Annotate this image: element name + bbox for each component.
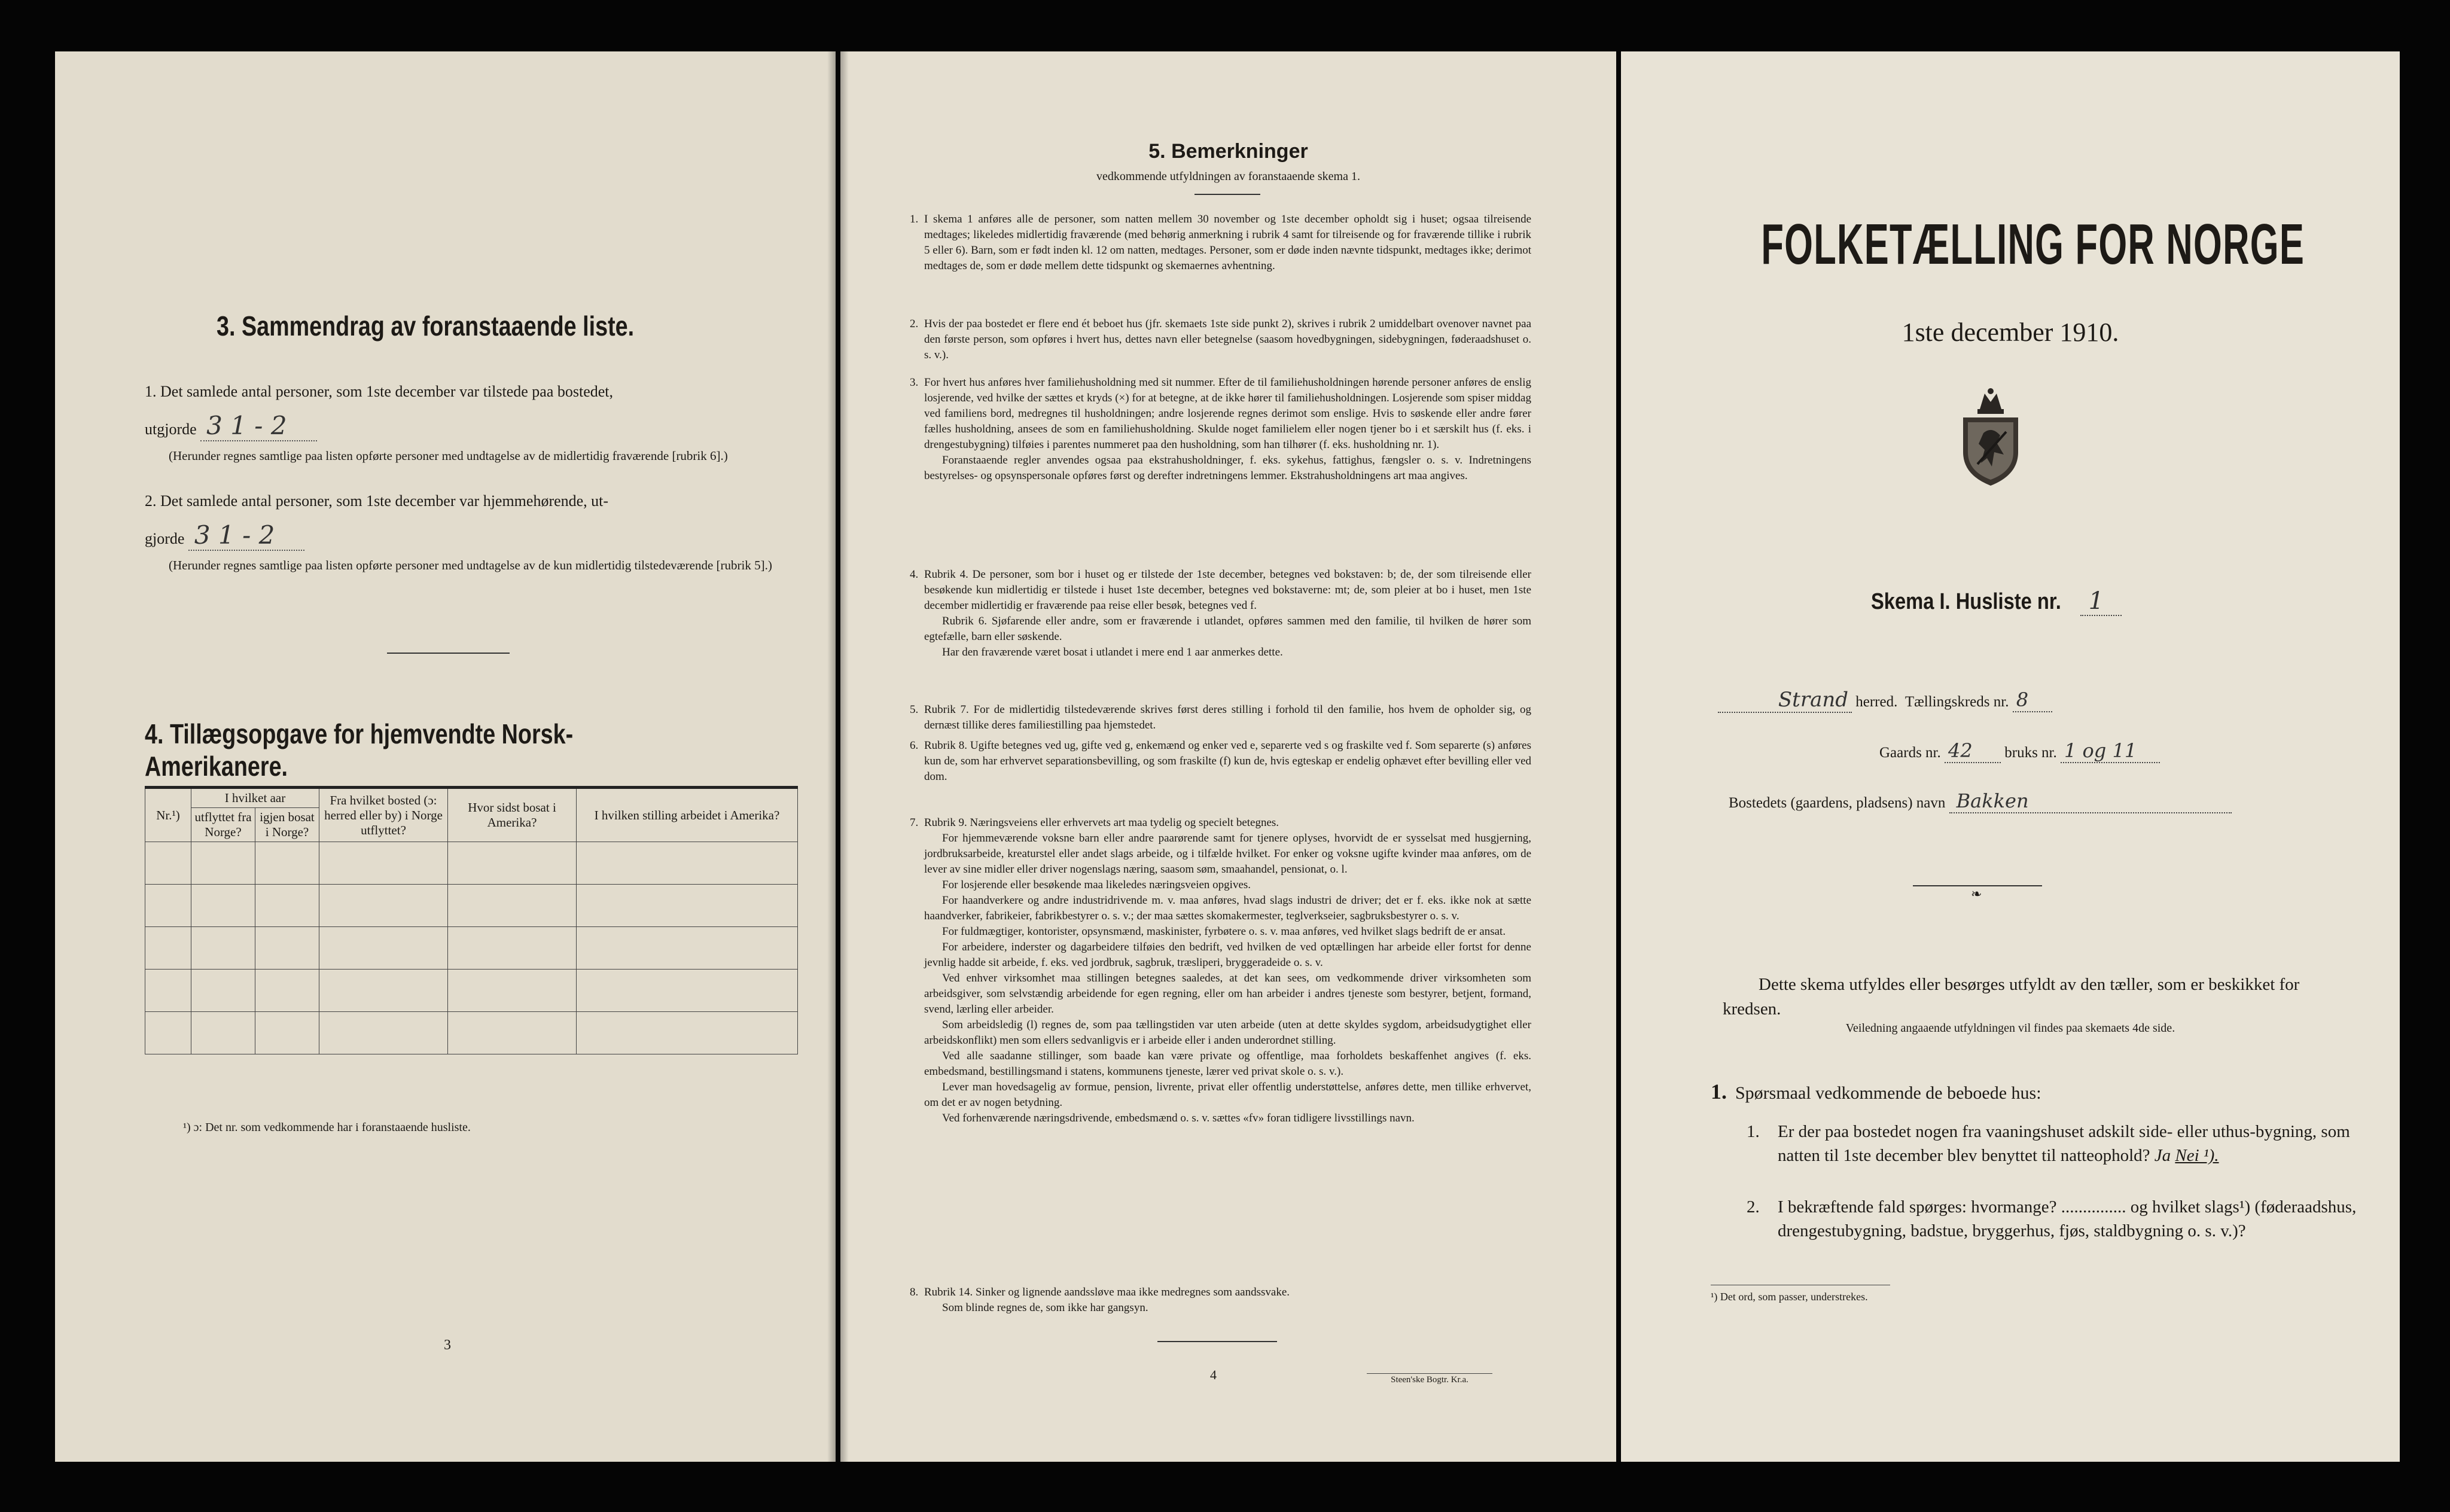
page-right (1621, 51, 2400, 1462)
col-emigrated: utflyttet fra Norge? (191, 808, 255, 842)
page-left (55, 51, 836, 1462)
herred-value[interactable]: Strand (1718, 688, 1852, 713)
section4-title: 4. Tillægsopgave for hjemvendte Norsk-Amerikanere. (145, 718, 574, 782)
divider (387, 653, 510, 654)
table-row[interactable] (145, 970, 798, 1012)
question-2-text: I bekræftende fald spørges: hvormange? ............... og hvilket slags¹) (føderaadshus, drengestubygning, badstue, bryggerhus, fjøs, staldbygning o. s. v.)? (1778, 1197, 2357, 1241)
col-where: Hvor sidst bosat i Amerika? (448, 788, 577, 842)
resident-count-value[interactable]: 3 1 - 2 (188, 520, 304, 551)
bosted-value[interactable]: Bakken (1949, 789, 2232, 813)
summary-item-2-text: 2. Det samlede antal personer, som 1ste december var hjemmehørende, ut- (145, 492, 609, 510)
form-title: FOLKETÆLLING FOR NORGE (1761, 212, 2305, 276)
summary-item-2-label: gjorde (145, 530, 185, 548)
divider (1157, 1341, 1277, 1342)
table-row[interactable] (145, 927, 798, 970)
col-nr: Nr.¹) (145, 788, 191, 842)
bruks-value[interactable]: 1 og 11 (2061, 739, 2160, 763)
summary-item-2-note: (Herunder regnes samtlige paa listen opførte personer med undtagelse av de kun midlertidig tilstedeværende [rubrik 5].) (169, 557, 772, 572)
remarks-title: 5. Bemerkninger (1148, 140, 1308, 163)
gaards-label: Gaards nr. (1879, 745, 1941, 761)
herred-line (1718, 688, 2052, 713)
remark-3: 3. For hvert hus anføres hver familiehusholdning med sit nummer. Efter de til familiehusholdningen hørende personer anføres de enslig losjerende, ved hvilke der sættes et kryds (×) for at betegne, at de ikke hører til familiehusholdningen. Losjerende som spiser middag ved familiens bord, medregnes til husholdningen; andre losjerende regnes derimot som enslige. Hvis to søskende eller andre fører fælles husholdning, ansees de som en familiehusholdning. Skulde noget familielem eller nogen tjener bo i et særskilt hus (f. eks. i drengestubygning) tilføies i parentes nummeret paa den husholdning, som han tilhører (f. eks. husholdning nr. 1). Foranstaaende regler anvendes ogsaa paa ekstrahusholdninger, f. eks. sykehus, fattighus, fængsler o. s. v. Indretningens bestyrelses- og opsynspersonale opføres først og derefter indretningens lemmer. Ekstrahusholdningens art maa angives. (910, 376, 1531, 483)
remark-8: 8. Rubrik 14. Sinker og lignende aandssløve maa ikke medregnes som aandssvake. Som blinde regnes de, som ikke har gangsyn. (910, 1286, 1290, 1315)
table-footnote: ¹) ɔ: Det nr. som vedkommende har i foranstaaende husliste. (183, 1121, 471, 1134)
col-from: Fra hvilket bosted (ɔ: herred eller by) i Norge utflyttet? (319, 788, 448, 842)
question-1-text: Er der paa bostedet nogen fra vaaningshuset adskilt side- eller uthus-bygning, som natten til 1ste december blev benyttet til natteophold? (1778, 1122, 2350, 1166)
question-1: 1. Er der paa bostedet nogen fra vaaningshuset adskilt side- eller uthus-bygning, som natten til 1ste december blev benyttet til natteophold? Ja Nei ¹). (1747, 1122, 2350, 1166)
present-count-value[interactable]: 3 1 - 2 (200, 411, 316, 441)
page-middle (840, 51, 1616, 1462)
herred-label: herred. (1855, 694, 1898, 710)
remark-2: 2. Hvis der paa bostedet er flere end ét beboet hus (jfr. skemaets 1ste side punkt 2), skrives i rubrik 2 umiddelbart ovenover navnet paa den første person, som opføres i hvert hus, dettes navn eller betegnelse (saasom hovedbygningen, sidebygningen, føderaadshuset o. s. v.). (910, 318, 1531, 362)
page-number: 4 (1210, 1367, 1217, 1382)
summary-item-1 (145, 382, 797, 464)
bosted-line (1729, 789, 2232, 813)
remarks-subtitle: vedkommende utfyldningen av foranstaaende skema 1. (1096, 170, 1360, 183)
husliste-number[interactable]: 1 (2080, 587, 2122, 616)
summary-item-2 (145, 491, 797, 574)
remark-6: 6. Rubrik 8. Ugifte betegnes ved ug, gifte ved g, enkemænd og enker ved e, separerte ved s og fraskilte ved f. Som separerte (s) anføres kun de, som har erhvervet separationsbevilling, og som fraskilte (f) kun de, hvis egteskap er endelig ophævet efter bevilling eller ved dom. (910, 739, 1531, 784)
ornament-icon: ❧ (1971, 886, 1982, 901)
answer-nei[interactable]: Nei ¹). (2175, 1146, 2219, 1166)
instruction-text: Dette skema utfyldes eller besørges utfyldt av den tæller, som er beskikket for kredsen. (1723, 975, 2300, 1019)
page-fold-shadow (840, 51, 849, 1462)
gaards-line (1879, 739, 2160, 763)
table-row[interactable] (145, 842, 798, 885)
questions-header: 1. Spørsmaal vedkommende de beboede hus: (1711, 1080, 2041, 1103)
table-row[interactable] (145, 1012, 798, 1054)
answer-ja[interactable]: Ja (2154, 1146, 2171, 1166)
skema-line (1871, 587, 2122, 615)
question-2: 2. I bekræftende fald spørges: hvormange? ............... og hvilket slags¹) (føderaadshus, drengestubygning, badstue, bryggerhus, fjøs, staldbygning o. s. v.)? (1747, 1197, 2357, 1241)
norsk-amerikanere-table (145, 786, 798, 1054)
summary-item-1-label: utgjorde (145, 420, 197, 438)
bruks-label: bruks nr. (2004, 745, 2057, 761)
guidance-text: Veiledning angaaende utfyldningen vil findes paa skemaets 4de side. (1845, 1022, 2175, 1035)
census-date: 1ste december 1910. (1902, 318, 2119, 347)
col-returned: igjen bosat i Norge? (255, 808, 319, 842)
section3-title: 3. Sammendrag av foranstaaende liste. (217, 310, 635, 342)
kreds-value[interactable]: 8 (2013, 688, 2052, 712)
page3-footnote: ¹) Det ord, som passer, understrekes. (1711, 1291, 1868, 1303)
col-position: I hvilken stilling arbeidet i Amerika? (577, 788, 798, 842)
skema-label: Skema I. Husliste nr. (1871, 589, 2061, 614)
kreds-label: Tællingskreds nr. (1904, 694, 2009, 710)
remark-4: 4. Rubrik 4. De personer, som bor i huset og er tilstede der 1ste december, betegnes ved bokstaven: b; de, der som tilreisende eller besøkende kun midlertidig er tilstede i huset 1ste december, betegnes ved bokstaverne: mt; de, som pleier at bo i huset, men 1ste december midlertidig er fraværende paa reise eller besøk, betegnes ved f. Rubrik 6. Sjøfarende eller andre, som er fraværende i utlandet, opføres sammen med den familie, til hvilken de hører som egtefælle, barn eller søskende. Har den fraværende været bosat i utlandet i mere end 1 aar anmerkes dette. (910, 568, 1531, 659)
remark-1: 1. I skema 1 anføres alle de personer, som natten mellem 30 november og 1ste december opholdt sig i huset; ogsaa tilreisende medtages; likeledes midlertidig fraværende (med behørig anmerkning i rubrik 4 samt for tilreisende og for fraværende tillike i rubrik 5 eller 6). Barn, som er født inden kl. 12 om natten, medtages. Personer, som er døde inden nævnte tidspunkt, medtages ikke; derimot medtages de, som er døde mellem dette tidspunkt og skemaernes avhentning. (910, 213, 1531, 273)
remark-5: 5. Rubrik 7. For de midlertidig tilstedeværende skrives først deres stilling i forhold til den familie, hos hvem de opholder sig, og dernæst tillike deres familiestilling paa hjemstedet. (910, 703, 1531, 732)
printer-imprint: Steen'ske Bogtr. Kr.a. (1367, 1373, 1492, 1385)
table-row[interactable] (145, 885, 798, 927)
divider (1194, 194, 1260, 195)
norway-coat-of-arms-icon (1955, 385, 2027, 488)
remark-7: 7. Rubrik 9. Næringsveiens eller erhvervets art maa tydelig og specielt betegnes. For hjemmeværende voksne barn eller andre paarørende samt for tjenere oplyses, hvorvidt de er sysselsat med husgjerning, jordbruksarbeide, kreaturstel eller andet slags arbeide, og i tilfælde hvilket. For enker og voksne ugifte kvinder maa anføres, om de lever av sine midler eller driver nogenslags næring, saasom søm, smaahandel, pensionat, o. l. For losjerende eller besøkende maa likeledes næringsveien opgives. For haandverkere og andre industridrivende m. v. maa anføres, hvad slags industri de driver; det er f. eks. ikke nok at sætte haandverker, fabrikeier, fabrikbestyrer o. s. v.; der maa sættes skomakermester, teglverkseier, sagbruksbestyrer o. s. v. For fuldmægtiger, kontorister, opsynsmænd, maskinister, fyrbøtere o. s. v. maa anføres, ved hvilket slags bedrift de er ansat. For arbeidere, inderster og dagarbeidere tilføies den bedrift, ved hvilken de ved optællingen har arbeide eller fortst for denne jevnlig hadde sit arbeide, f. eks. ved jordbruk, sagbruk, træsliperi, bryggeradeide o. s. v. Ved enhver virksomhet maa stillingen betegnes saaledes, at det kan sees, om vedkommende driver virksomheten som arbeidsgiver, som selvstændig arbeidende for egen regning, eller om han arbeider i andres tjeneste som bestyrer, betjent, formand, svend, lærling eller arbeider. Som arbeidsledig (l) regnes de, som paa tællingstiden var uten arbeide (uten at dette skyldes sygdom, arbeidsudygtighet eller arbeidskonflikt) men som ellers sedvanligvis er i arbeide eller i anden underordnet stilling. Ved alle saadanne stillinger, som baade kan være private og offentlige, maa forholdets beskaffenhet angives (f. eks. embedsmand, bestillingsmand i statens, kommunens tjeneste, lærer ved privat skole o. s. v.). Lever man hovedsagelig av formue, pension, livrente, privat eller offentlig understøttelse, anføres dette, men tillike erhvervet, om det er av nogen betydning. Ved forhenværende næringsdrivende, embedsmænd o. s. v. sættes «fv» foran tidligere livsstillings navn. (910, 816, 1531, 1125)
page-number: 3 (444, 1337, 451, 1353)
col-group-year: I hvilket aar (191, 788, 319, 808)
page-fold-shadow (827, 51, 836, 1462)
bosted-label: Bostedets (gaardens, pladsens) navn (1729, 795, 1946, 811)
summary-item-1-note: (Herunder regnes samtlige paa listen opførte personer med undtagelse av de midlertidig fraværende [rubrik 6].) (169, 448, 728, 463)
summary-item-1-text: 1. Det samlede antal personer, som 1ste december var tilstede paa bostedet, (145, 383, 614, 400)
gaards-value[interactable]: 42 (1945, 739, 2001, 763)
